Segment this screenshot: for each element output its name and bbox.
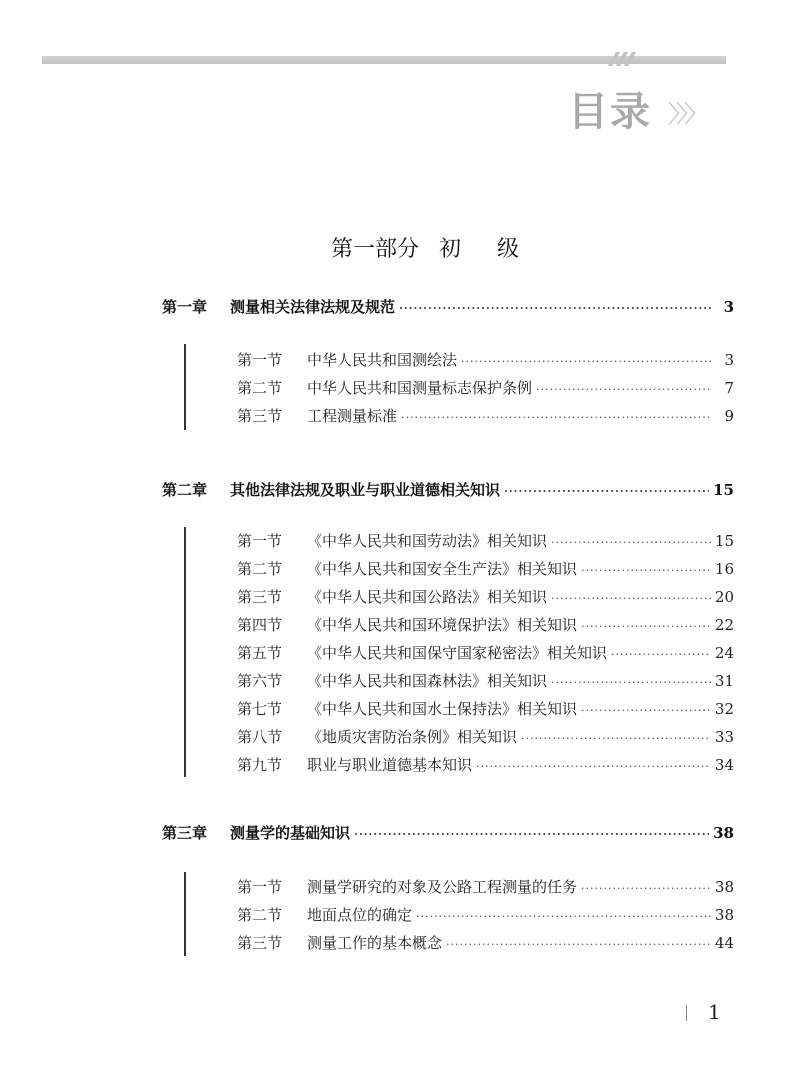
dot-leader — [354, 828, 709, 841]
section-row[interactable] — [237, 377, 734, 401]
chapter-title: 测量相关法律法规及规范 — [230, 298, 396, 316]
section-title: 测量工作的基本概念 — [307, 934, 443, 952]
part-level-b: 级 — [497, 237, 520, 262]
chapter-title: 其他法律法规及职业与职业道德相关知识 — [230, 481, 501, 499]
section-row[interactable] — [237, 876, 734, 900]
section-page: 38 — [714, 878, 734, 896]
section-number: 第三节 — [237, 934, 283, 952]
section-title: 《中华人民共和国劳动法》相关知识 — [307, 532, 548, 550]
dot-leader — [401, 411, 712, 424]
section-page: 31 — [714, 672, 734, 690]
chapter-title: 测量学的基础知识 — [230, 824, 351, 842]
chapter-page: 15 — [713, 481, 734, 499]
dot-leader — [551, 676, 711, 689]
section-page: 24 — [714, 644, 734, 662]
section-title: 《中华人民共和国保守国家秘密法》相关知识 — [307, 644, 608, 662]
section-row[interactable] — [237, 904, 734, 928]
section-page: 34 — [714, 756, 734, 774]
chapter-row[interactable] — [162, 479, 734, 503]
section-number: 第二节 — [237, 560, 283, 578]
section-row[interactable] — [237, 405, 734, 429]
section-title: 《中华人民共和国环境保护法》相关知识 — [307, 616, 578, 634]
chapter-row[interactable] — [162, 822, 734, 846]
chapter-page: 3 — [723, 298, 734, 316]
section-row[interactable] — [237, 932, 734, 956]
section-title: 地面点位的确定 — [307, 906, 413, 924]
section-row[interactable] — [237, 530, 734, 554]
section-title: 中华人民共和国测绘法 — [307, 351, 458, 369]
chapter-row[interactable] — [162, 296, 734, 320]
dot-leader — [581, 704, 711, 717]
section-number: 第六节 — [237, 672, 283, 690]
section-page: 3 — [724, 351, 734, 369]
dot-leader — [536, 383, 712, 396]
section-number: 第五节 — [237, 644, 283, 662]
dot-leader — [416, 910, 711, 923]
section-page: 38 — [714, 906, 734, 924]
chevron-right-icon: 〉〉〉 — [668, 100, 704, 128]
section-row[interactable] — [237, 726, 734, 750]
dot-leader — [504, 485, 709, 498]
section-page: 20 — [714, 588, 734, 606]
section-row[interactable] — [237, 754, 734, 778]
section-row[interactable] — [237, 558, 734, 582]
section-number: 第一节 — [237, 351, 283, 369]
section-row[interactable] — [237, 698, 734, 722]
dot-leader — [611, 648, 711, 661]
dot-leader — [551, 536, 711, 549]
page-number: 1 — [708, 1000, 721, 1024]
dot-leader — [581, 620, 711, 633]
dot-leader — [461, 355, 712, 368]
section-page: 33 — [714, 728, 734, 746]
section-page: 7 — [724, 379, 734, 397]
dot-leader — [521, 732, 711, 745]
section-group-bar — [184, 527, 186, 777]
section-title: 《中华人民共和国森林法》相关知识 — [307, 672, 548, 690]
section-number: 第九节 — [237, 756, 283, 774]
chapter-number: 第三章 — [162, 824, 208, 842]
section-title: 职业与职业道德基本知识 — [307, 756, 473, 774]
section-page: 32 — [714, 700, 734, 718]
section-title: 测量学研究的对象及公路工程测量的任务 — [307, 878, 578, 896]
section-number: 第一节 — [237, 532, 283, 550]
section-title: 《中华人民共和国水土保持法》相关知识 — [307, 700, 578, 718]
section-title: 《地质灾害防治条例》相关知识 — [307, 728, 518, 746]
chapter-page: 38 — [713, 824, 734, 842]
section-row[interactable] — [237, 586, 734, 610]
section-title: 工程测量标准 — [307, 407, 398, 425]
section-number: 第三节 — [237, 407, 283, 425]
section-title: 中华人民共和国测量标志保护条例 — [307, 379, 533, 397]
dot-leader — [476, 760, 711, 773]
folio-divider — [686, 1005, 687, 1021]
dot-leader — [551, 592, 711, 605]
section-page: 44 — [714, 934, 734, 952]
section-group-bar — [184, 872, 186, 956]
section-page: 15 — [714, 532, 734, 550]
part-level-a: 初 — [438, 237, 461, 262]
section-row[interactable] — [237, 670, 734, 694]
section-page: 16 — [714, 560, 734, 578]
toc-title: 目录 — [568, 89, 652, 135]
section-page: 9 — [724, 407, 734, 425]
section-row[interactable] — [237, 349, 734, 373]
part-prefix: 第一部分 — [330, 237, 419, 262]
section-page: 22 — [714, 616, 734, 634]
chapter-number: 第二章 — [162, 481, 208, 499]
dot-leader — [446, 938, 711, 951]
dot-leader — [581, 882, 711, 895]
section-number: 第七节 — [237, 700, 283, 718]
section-number: 第二节 — [237, 379, 283, 397]
section-group-bar — [184, 344, 186, 430]
section-row[interactable] — [237, 614, 734, 638]
dot-leader — [399, 302, 712, 315]
dot-leader — [581, 564, 711, 577]
section-title: 《中华人民共和国公路法》相关知识 — [307, 588, 548, 606]
section-number: 第三节 — [237, 588, 283, 606]
section-number: 第四节 — [237, 616, 283, 634]
section-title: 《中华人民共和国安全生产法》相关知识 — [307, 560, 578, 578]
chapter-number: 第一章 — [162, 298, 208, 316]
part-title — [0, 232, 790, 263]
section-number: 第二节 — [237, 906, 283, 924]
section-number: 第八节 — [237, 728, 283, 746]
section-row[interactable] — [237, 642, 734, 666]
section-number: 第一节 — [237, 878, 283, 896]
